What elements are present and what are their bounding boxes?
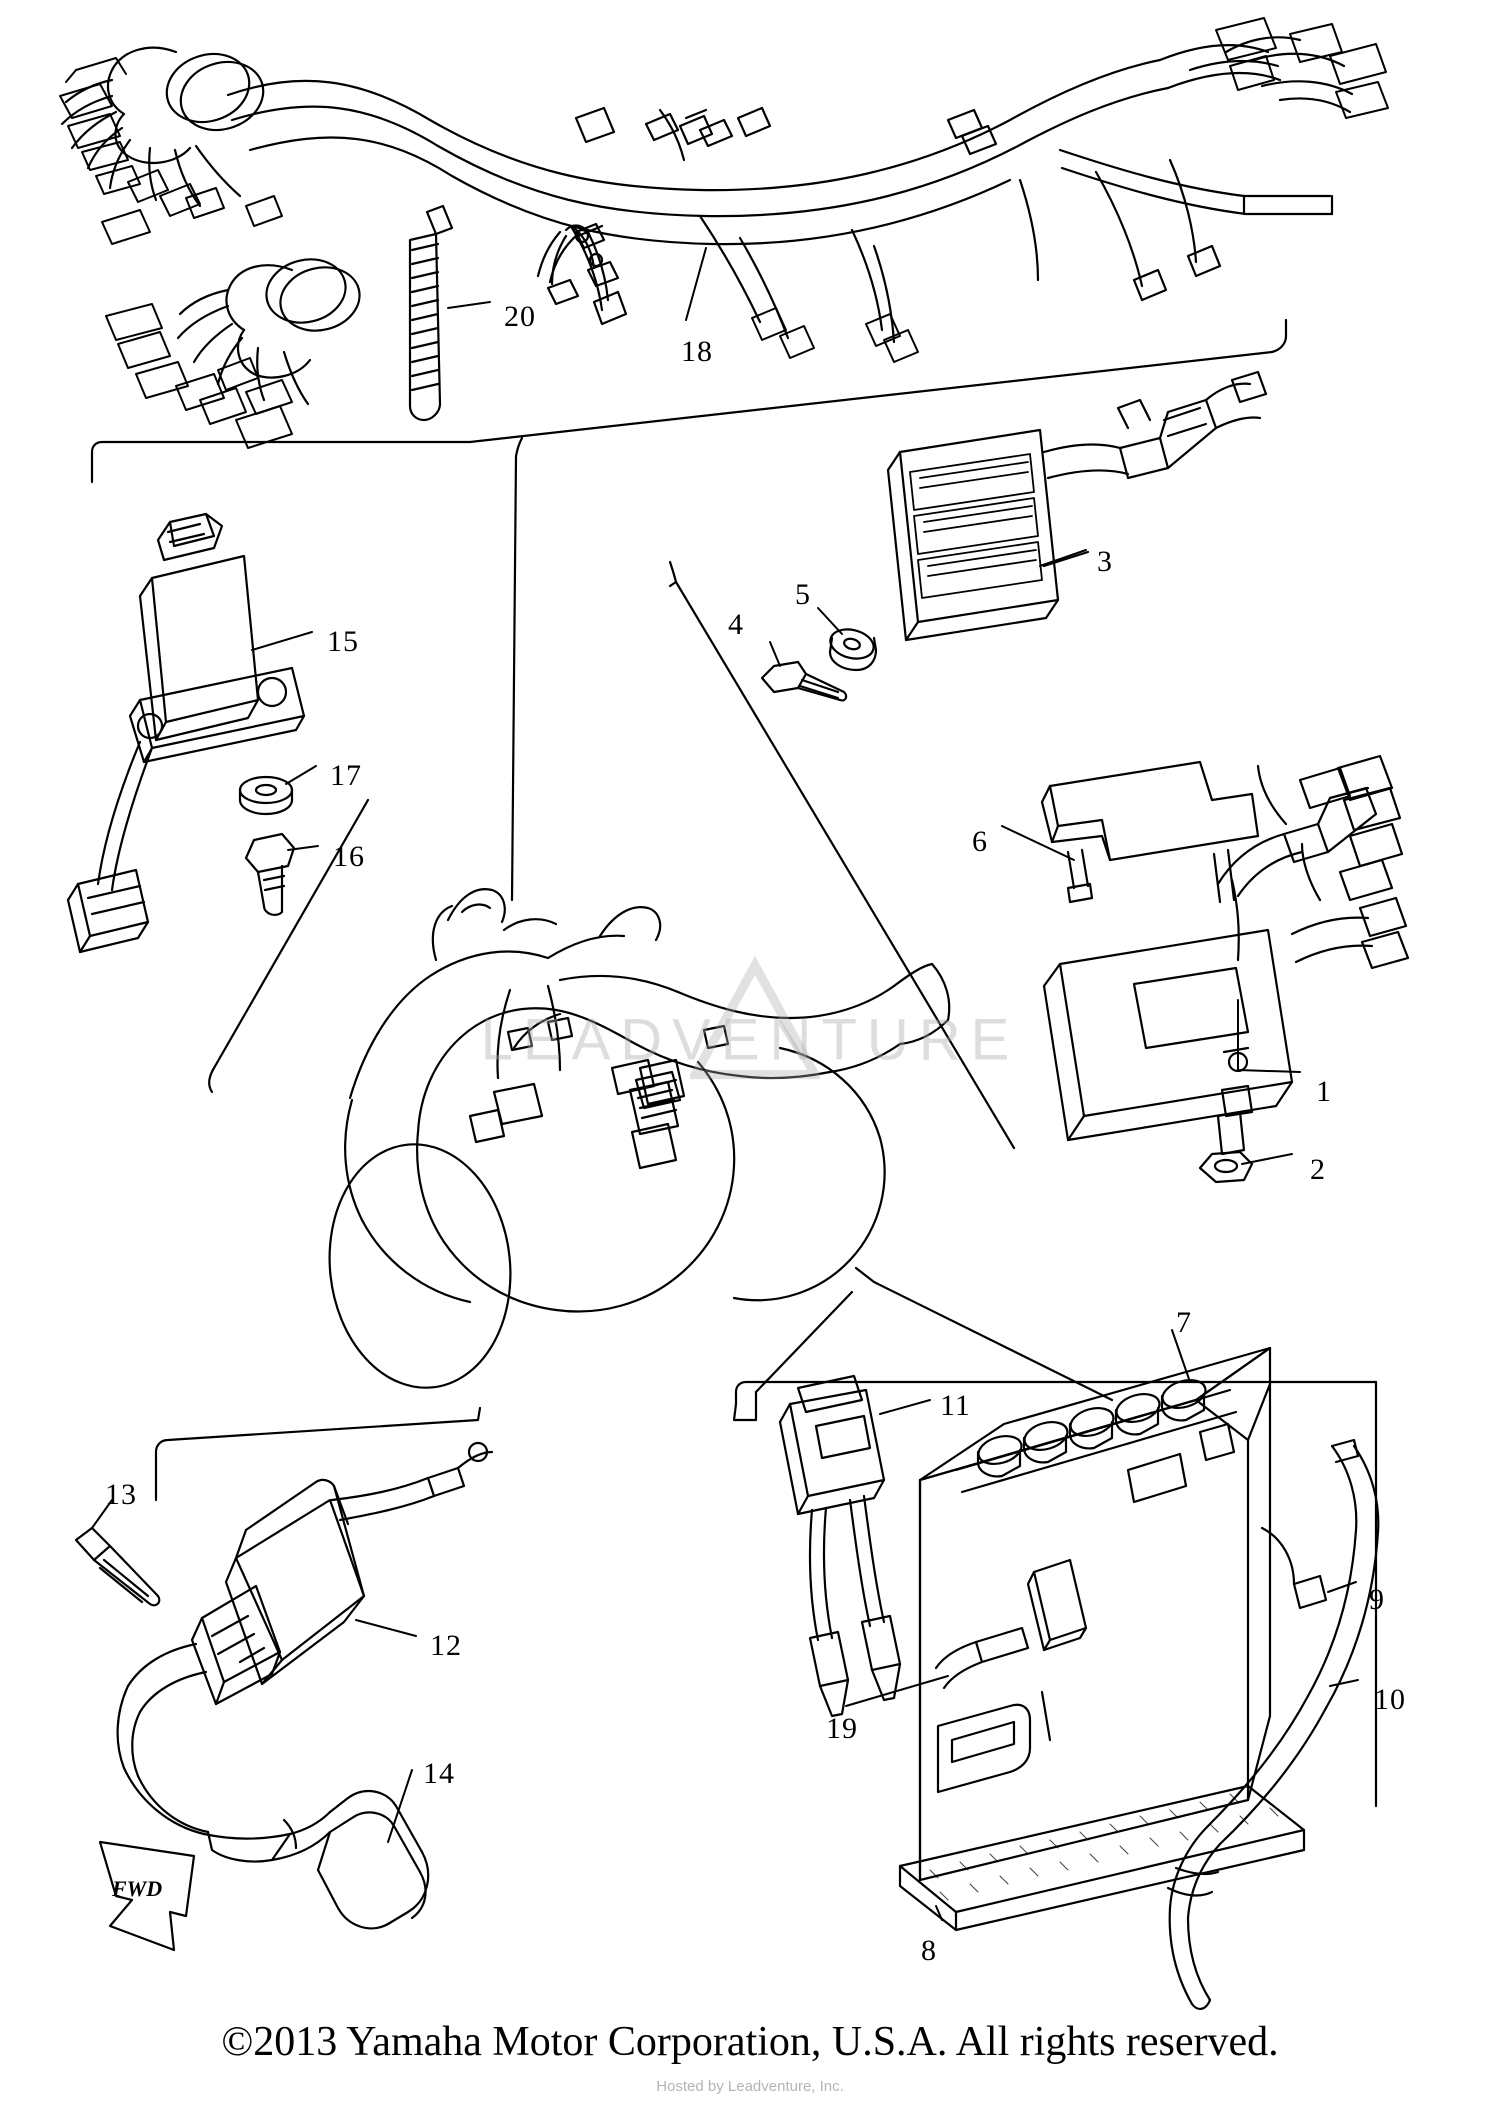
copyright-notice: ©2013 Yamaha Motor Corporation, U.S.A. All rights reserved.: [221, 2019, 1279, 2065]
callout-20: 20: [504, 300, 536, 333]
callout-13: 13: [105, 1478, 137, 1511]
callout-19: 19: [826, 1712, 858, 1745]
fwd-direction-label: FWD: [112, 1876, 163, 1901]
callout-6: 6: [972, 825, 988, 858]
callout-14: 14: [423, 1757, 455, 1790]
callout-18: 18: [681, 335, 713, 368]
callout-3: 3: [1097, 545, 1113, 578]
callout-15: 15: [327, 625, 359, 658]
callout-17: 17: [330, 759, 362, 792]
host-credit: Hosted by Leadventure, Inc.: [656, 2078, 844, 2095]
watermark-text: LEADVENTURE: [480, 1007, 1020, 1073]
callout-12: 12: [430, 1629, 462, 1662]
callout-4: 4: [728, 608, 744, 641]
callout-9: 9: [1369, 1583, 1385, 1616]
callout-1: 1: [1316, 1075, 1332, 1108]
callout-16: 16: [333, 840, 365, 873]
callout-11: 11: [940, 1389, 971, 1422]
callout-8: 8: [921, 1934, 937, 1967]
callout-2: 2: [1310, 1153, 1326, 1186]
callout-10: 10: [1374, 1683, 1406, 1716]
callout-5: 5: [795, 578, 811, 611]
callout-7: 7: [1176, 1306, 1192, 1339]
